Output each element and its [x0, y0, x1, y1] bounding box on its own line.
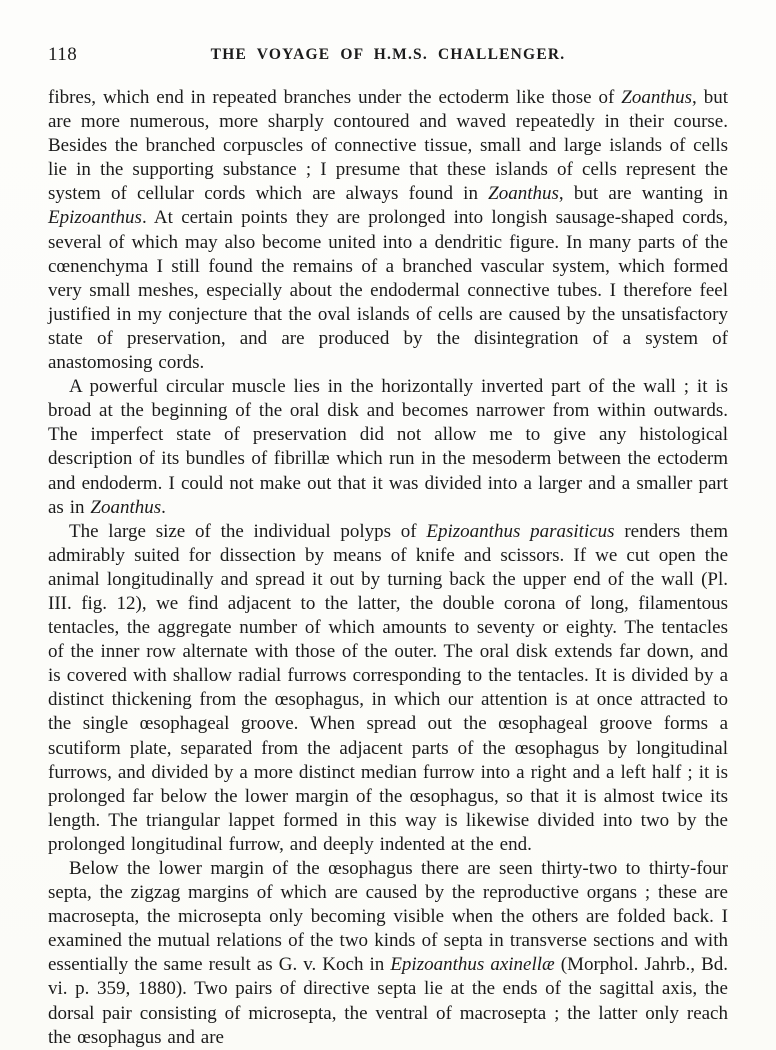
species-name: Epizoanthus	[48, 207, 142, 229]
running-header-title: THE VOYAGE OF H.M.S. CHALLENGER.	[210, 46, 566, 63]
text-run: The large size of the individual polyps of	[69, 520, 427, 542]
species-name: Epizoanthus parasiticus	[426, 520, 615, 542]
paragraph	[48, 520, 728, 857]
text-run: A powerful circular muscle lies in the horizontally inverted part of the wall ; it is broad at the beginning of the oral disk and becomes narrower from within outwards. The imperfect state of preservation did not allow me to give any histological description of its bundles of fibrillæ which run in the mesoderm between the ectoderm and endoderm. I could not make out that it was divided into a larger and a smaller part as in	[48, 376, 728, 518]
text-run: fibres, which end in repeated branches under the ectoderm like those of	[48, 87, 622, 108]
text-run: , but are wanting in	[558, 183, 728, 205]
text-run: renders them admirably suited for dissection by means of knife and scissors. If we cut open the animal longitudinally and spread it out by turning back the upper end of the wall (Pl. III. fig. 12), we find adjacent to the latter, the double corona of long, filamentous tentacles, the aggregate number of which amounts to seventy or eighty. The tentacles of the inner row alternate with those of the outer. The oral disk extends far down, and is covered with shallow radial furrows corresponding to the tentacles. It is divided by a distinct thickening from the œsophagus, in which our attention is at once attracted to the single œsophageal groove. When spread out the œsophageal groove forms a scutiform plate, separated from the adjacent parts of the œsophagus by longitudinal furrows, and divided by a more distinct median furrow into a right and a left half ; it is prolonged far below the lower margin of the œsophagus, so that it is almost twice its length. The triangular lappet formed in this way is likewise divided into two by the prolonged longitudinal furrow, and deeply indented at the end.	[48, 520, 729, 855]
paragraph	[48, 857, 728, 1050]
page-number: 118	[48, 44, 78, 65]
species-name: Epizoanthus axinellæ	[390, 954, 555, 976]
species-name: Zoanthus	[90, 496, 162, 518]
paragraph	[48, 375, 728, 520]
species-name: Zoanthus	[488, 183, 559, 205]
text-run: Below the lower margin of the œsophagus there are seen thirty-two to thirty-four septa, the zigzag margins of which are caused by the reproductive organs ; these are macrosepta, the microsepta only becoming visible when the others are folded back. I examined the mutual relations of the two kinds of septa in transverse sections and with essentially the same result as G. v. Koch in	[48, 858, 728, 976]
text-run: .	[161, 496, 166, 518]
paragraph	[48, 86, 728, 375]
text-run: , but are more numerous, more sharply contoured and waved repeatedly in their course. Besides the branched corpuscles of connective tissue, small and large islands of cells lie in the supporting substance ; I presume that these islands of cells represent the system of cellular cords which are always found in	[48, 87, 728, 205]
page-body	[48, 86, 728, 1050]
text-run: . At certain points they are prolonged into longish sausage-shaped cords, several of which may also become united into a dendritic figure. In many parts of the cœnenchyma I still found the remains of a branched vascular system, which formed very small meshes, especially about the endodermal connective tubes. I therefore feel justified in my conjecture that the oval islands of cells are caused by the unsatisfactory state of preservation, and are produced by the disintegration of a system of anastomosing cords.	[48, 207, 728, 374]
running-head	[48, 44, 728, 68]
species-name: Zoanthus	[621, 87, 693, 108]
text-run: (Morphol. Jahrb., Bd. vi. p. 359, 1880). Two pairs of directive septa lie at the ends of the sagittal axis, the dorsal pair consisting of microsepta, the ventral of macrosepta ; the latter only reach the œsophagus and are	[48, 954, 728, 1048]
